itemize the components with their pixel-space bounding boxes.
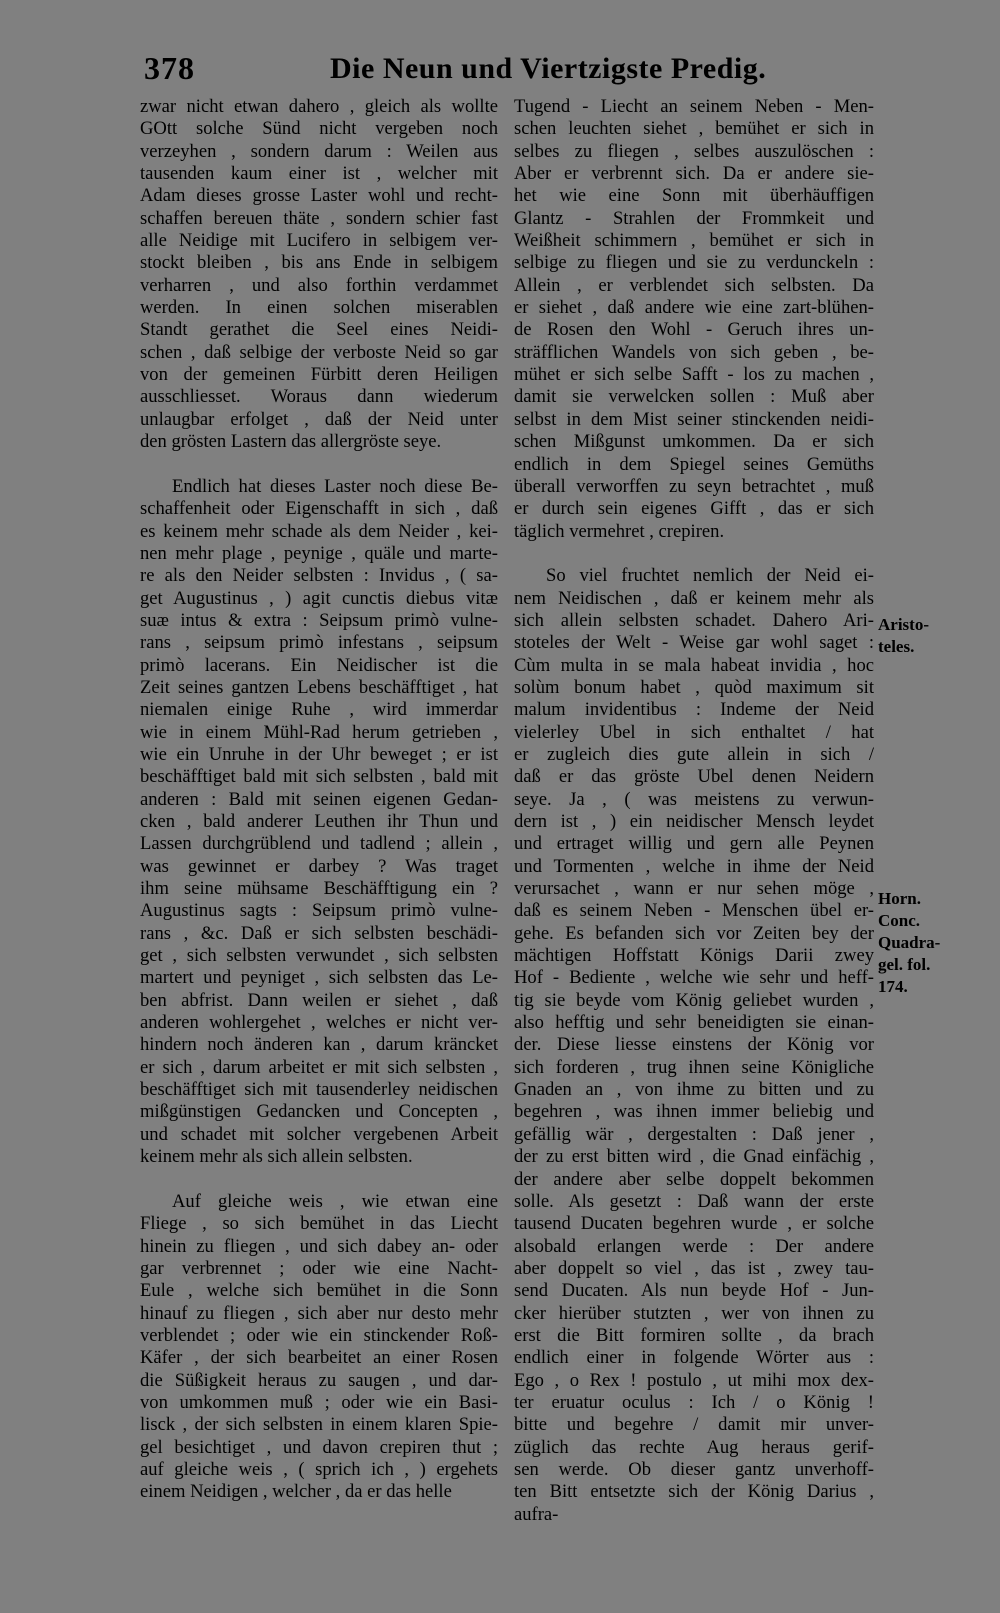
text-line: hinauf zu fliegen , sich aber nur desto mehr — [140, 1302, 498, 1324]
text-line: rans , seipsum primò infestans , seipsum — [140, 632, 498, 654]
text-line: schen leuchten siehet , bemühet er sich in — [514, 118, 874, 140]
text-line: hinein zu fliegen , und sich dabey an- oder — [140, 1235, 498, 1257]
text-line: er durch sein eigenes Gifft , das er sich — [514, 498, 874, 520]
text-line: unlaugbar erfolget , daß der Neid unter — [140, 408, 498, 430]
text-line: von der gemeinen Fürbitt deren Heiligen — [140, 364, 498, 386]
margin-note-line: 174. — [878, 977, 908, 996]
text-line: was gewinnet er darbey ? Was traget — [140, 855, 498, 877]
text-line: get Augustinus , ) agit cunctis diebus vitæ — [140, 587, 498, 609]
text-line: gehe. Es befanden sich vor Zeiten bey der — [514, 922, 874, 944]
text-line: solle. Als gesetzt : Daß wann der erste — [514, 1190, 874, 1212]
text-line: endlich einer in folgende Wörter aus : — [514, 1347, 874, 1369]
margin-note-horn-conc — [878, 888, 940, 998]
text-line: Hof - Bediente , welche wie sehr und heff- — [514, 967, 874, 989]
text-line: Lassen durchgrüblend und tadlend ; allein , — [140, 833, 498, 855]
text-line: aber doppelt so viel , das ist , zwey tau- — [514, 1257, 874, 1279]
text-line: mächtigen Hoffstatt Königs Darii zwey — [514, 945, 874, 967]
text-line: verblendet ; oder wie ein stinckender Roß- — [140, 1324, 498, 1346]
text-line: der zu erst bitten wird , die Gnad einfächig , — [514, 1146, 874, 1168]
text-line: cker hierüber stutzten , wer von ihnen zu — [514, 1302, 874, 1324]
margin-note-line: Horn. — [878, 889, 921, 908]
text-line: Endlich hat dieses Laster noch diese Be- — [172, 475, 498, 497]
text-line: mühet er sich selbe Safft - los zu machen , — [514, 364, 874, 386]
text-line: alle Neidige mit Lucifero in selbigem ver- — [140, 230, 498, 252]
text-line: bitte und begehre / damit mir unver- — [514, 1414, 874, 1436]
text-line: Käfer , der sich bearbeitet an einer Rosen — [140, 1347, 498, 1369]
text-line: nen mehr plage , peynige , quäle und marte- — [140, 542, 498, 564]
text-line: erst die Bitt formiren sollte , da brach — [514, 1324, 874, 1346]
text-line: gefällig wär , dergestalten : Daß jener , — [514, 1123, 874, 1145]
text-line: werden. In einen solchen miserablen — [140, 297, 498, 319]
text-line: Tugend - Liecht an seinem Neben - Men- — [514, 96, 874, 117]
text-line: tig sie beyde vom König geliebet wurden , — [514, 989, 874, 1011]
text-line: anderen : Bald mit seinen eigenen Gedan- — [140, 788, 498, 810]
text-line: re als den Neider selbsten : Invidus , ( sa- — [140, 565, 498, 587]
text-line: Weißheit schimmern , bemühet er sich in — [514, 230, 874, 252]
text-line: nem Neidischen , daß er keinem mehr als — [514, 587, 874, 609]
text-line: Auf gleiche weis , wie etwan eine — [172, 1190, 498, 1212]
running-title: Die Neun und Viertzigste Predig. — [330, 52, 767, 85]
text-line: daß er das gröste Ubel denen Neidern — [514, 766, 874, 788]
text-line: verharren , und also forthin verdammet — [140, 274, 498, 296]
text-line: send Ducaten. Als nun beyde Hof - Jun- — [514, 1280, 874, 1302]
text-line: vielerley Ubel in sich enthaltet / hat — [514, 721, 874, 743]
text-line: get , sich selbsten verwundet , sich selbsten — [140, 945, 498, 967]
right-text-column — [514, 96, 874, 1526]
text-line: malum invidentibus : Indeme der Neid — [514, 699, 874, 721]
text-line: er sich , darum arbeitet er mit sich selbsten , — [140, 1056, 498, 1078]
text-line: wie in einem Mühl-Rad herum getrieben , — [140, 721, 498, 743]
text-line: ihm seine mühsame Beschäfftigung ein ? — [140, 878, 498, 900]
paragraph-gap — [140, 1169, 498, 1191]
text-line: het wie eine Sonn mit überhäuffigen — [514, 185, 874, 207]
text-line: selbes zu fliegen , selbes auszulöschen : — [514, 140, 874, 162]
margin-note-line: Aristo- — [878, 615, 929, 634]
text-line: schaffen bereuen thäte , sondern schier fast — [140, 207, 498, 229]
text-line: Allein , er verblendet sich selbsten. Da — [514, 274, 874, 296]
text-line: wie ein Unruhe in der Uhr beweget ; er ist — [140, 743, 498, 765]
text-line: er zugleich dies gute allein in sich / — [514, 743, 874, 765]
text-line: die Süßigkeit heraus zu saugen , und dar- — [140, 1369, 498, 1391]
text-line: Cùm multa in se mala habeat invidia , hoc — [514, 654, 874, 676]
text-line: Adam dieses grosse Laster wohl und recht- — [140, 185, 498, 207]
text-line: Eule , welche sich bemühet in die Sonn — [140, 1280, 498, 1302]
text-line: es keinem mehr schade als dem Neider , kei- — [140, 520, 498, 542]
left-text-column — [140, 96, 498, 1504]
text-line: den grösten Lastern das allergröste seye. — [140, 431, 442, 453]
text-line: niemalen einige Ruhe , wird immerdar — [140, 699, 498, 721]
text-line: tausenden kaum einer ist , welcher mit — [140, 163, 498, 185]
margin-note-line: gel. fol. — [878, 955, 931, 974]
text-line: Ego , o Rex ! postulo , ut mihi mox dex- — [514, 1369, 874, 1391]
text-line: mißgünstigen Gedancken und Concepten , — [140, 1101, 498, 1123]
text-line: de Rosen den Wohl - Geruch ihres un- — [514, 319, 874, 341]
text-line: begehren , was ihnen immer beliebig und — [514, 1101, 874, 1123]
text-line: schen Mißgunst umkommen. Da er sich — [514, 431, 874, 453]
text-line: hindern noch änderen kan , darum kräncket — [140, 1034, 498, 1056]
text-line: keinem mehr als sich allein selbsten. — [140, 1146, 413, 1168]
text-line: gel besichtiget , und davon crepiren thut ; — [140, 1436, 498, 1458]
margin-note-aristoteles — [878, 614, 929, 658]
text-line: schen , daß selbige der verboste Neid so gar — [140, 341, 498, 363]
text-line: Zeit seines gantzen Lebens beschäfftiget , hat — [140, 676, 498, 698]
text-line: beschäfftiget sich mit tausenderley neidischen — [140, 1079, 498, 1101]
text-line: seye. Ja , ( was meistens zu verwun- — [514, 788, 874, 810]
text-line: von umkommen muß ; oder wie ein Basi- — [140, 1391, 498, 1413]
text-line: martert und peyniget , sich selbsten das Le- — [140, 967, 498, 989]
text-line: sich allein selbsten schadet. Dahero Ari- — [514, 609, 874, 631]
paragraph-gap — [514, 543, 874, 565]
text-line: Fliege , so sich bemühet in das Liecht — [140, 1213, 498, 1235]
text-line: alsobald erlangen werde : Der andere — [514, 1235, 874, 1257]
page-number: 378 — [144, 50, 195, 86]
text-line: damit sie verwelcken sollen : Muß aber — [514, 386, 874, 408]
text-line: täglich vermehret , crepiren. — [514, 520, 725, 542]
text-line: suæ intus & extra : Seipsum primò vulne- — [140, 609, 498, 631]
text-line: solùm bonum habet , quòd maximum sit — [514, 676, 874, 698]
text-line: sich forderen , trug ihnen seine Königliche — [514, 1056, 874, 1078]
text-line: sen werde. Ob dieser gantz unverhoff- — [514, 1458, 874, 1480]
text-line: Augustinus sagts : Seipsum primò vulne- — [140, 900, 498, 922]
text-line: einem Neidigen , welcher , da er das helle — [140, 1481, 452, 1503]
text-line: und Tormenten , welche in ihme der Neid — [514, 855, 874, 877]
text-line: primò lacerans. Ein Neidischer ist die — [140, 654, 498, 676]
text-line: GOtt solche Sünd nicht vergeben noch — [140, 118, 498, 140]
text-line: zwar nicht etwan dahero , gleich als wollte — [140, 96, 498, 117]
text-line: daß es seinem Neben - Menschen übel er- — [514, 900, 874, 922]
text-line: züglich das rechte Aug heraus gerif- — [514, 1436, 874, 1458]
text-line: lisck , der sich selbsten in einem klaren Spie- — [140, 1414, 498, 1436]
page-header — [140, 50, 767, 96]
text-line: endlich in dem Spiegel seines Gemüths — [514, 453, 874, 475]
text-line: der. Diese liesse einstens der König vor — [514, 1034, 874, 1056]
text-line: und ertraget willig und gern alle Peynen — [514, 833, 874, 855]
text-line: der andere aber selbe doppelt bekommen — [514, 1168, 874, 1190]
text-line: verursachet , wann er nur sehen möge , — [514, 878, 874, 900]
text-line: schaffenheit oder Eigenschafft in sich , daß — [140, 498, 498, 520]
text-line: Glantz - Strahlen der Frommkeit und — [514, 207, 874, 229]
text-line: er siehet , daß andere wie eine zart-blühen- — [514, 297, 874, 319]
margin-note-line: teles. — [878, 637, 915, 656]
text-line: stoteles der Welt - Weise gar wohl saget : — [514, 632, 874, 654]
text-line: dern ist , ) ein neidischer Mensch leydet — [514, 811, 874, 832]
text-line: So viel fruchtet nemlich der Neid ei- — [546, 565, 874, 587]
text-line: Standt gerathet die Seel eines Neidi- — [140, 319, 498, 341]
text-line: rans , &c. Daß er sich selbsten beschädi- — [140, 922, 498, 944]
text-line: anderen wohlergehet , welches er nicht ver- — [140, 1012, 498, 1034]
text-line: aufra- — [514, 1503, 559, 1525]
text-line: verzeyhen , sondern darum : Weilen aus — [140, 140, 498, 162]
text-line: selbige zu fliegen und sie zu verdunckeln : — [514, 252, 874, 274]
text-line: überall verworffen zu seyn betrachtet , muß — [514, 475, 874, 497]
column-gutter — [505, 96, 506, 1476]
text-line: sträfflichen Wandels von sich geben , be- — [514, 341, 874, 363]
text-line: stockt bleiben , bis ans Ende in selbigem — [140, 252, 498, 274]
text-line: Aber er verbrennt sich. Da er andere sie- — [514, 163, 874, 185]
text-line: ter eruatur oculus : Ich / o König ! — [514, 1391, 874, 1413]
text-line: cken , bald anderer Leuthen ihr Thun und — [140, 811, 498, 832]
text-line: und schadet mit solcher vergebenen Arbeit — [140, 1123, 498, 1145]
margin-note-line: Conc. — [878, 911, 921, 930]
text-line: gar verbrennet ; oder wie eine Nacht- — [140, 1257, 498, 1279]
text-line: also hefftig und sehr beneidigten sie einan- — [514, 1012, 874, 1034]
text-line: tausend Ducaten begehren wurde , er solche — [514, 1213, 874, 1235]
margin-note-line: Quadra- — [878, 933, 941, 952]
text-line: ausschliesset. Woraus dann wiederum — [140, 386, 498, 408]
text-line: ben abfrist. Dann weilen er siehet , daß — [140, 989, 498, 1011]
text-line: ten Bitt entsetzte sich der König Darius , — [514, 1481, 874, 1503]
text-line: selbst in dem Mist seiner stinckenden neidi- — [514, 408, 874, 430]
text-line: auf gleiche weis , ( sprich ich , ) ergehets — [140, 1458, 498, 1480]
paragraph-gap — [140, 454, 498, 476]
text-line: beschäfftiget bald mit sich selbsten , bald mit — [140, 766, 498, 788]
text-line: Gnaden an , von ihme zu bitten und zu — [514, 1079, 874, 1101]
